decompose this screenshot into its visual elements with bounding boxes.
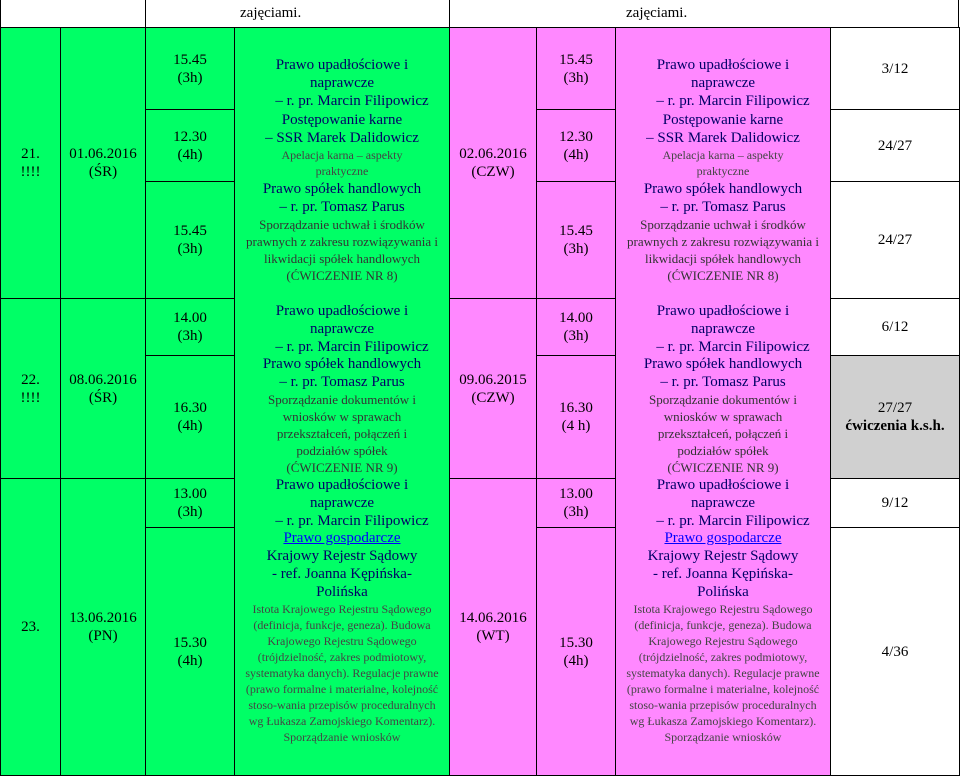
top-note-text: zajęciami. <box>240 5 302 21</box>
lesson-title: Prawo upadłościowe i naprawcze <box>275 477 409 511</box>
lesson-topic: Sporządzanie dokumentów i wniosków w sprawach przekształceń, połączeń i podziałów spółek <box>648 392 797 458</box>
count-cell <box>830 478 960 528</box>
count-cell <box>830 298 960 356</box>
count-value: 4/36 <box>881 643 909 660</box>
date-cell: 01.06.2016 (ŚR) <box>60 27 146 299</box>
count-value: 9/12 <box>881 495 909 511</box>
time-cell: 13.00 (3h) <box>145 478 235 528</box>
lesson-topic: Sporządzanie uchwał i środków prawnych z zakresu rozwiązywania i likwidacji spółek handlowych <box>626 217 820 266</box>
time-cell: 14.00 (3h) <box>145 298 235 356</box>
lesson-lecturer: - ref. Joanna Kępińska-Polińska <box>272 566 412 600</box>
lesson-lecturer: – r. pr. Tomasz Parus <box>279 374 405 390</box>
count-cell <box>830 181 960 299</box>
lesson-lecturer: – r. pr. Marcin Filipowicz <box>656 93 810 109</box>
time-cell: 16.30 (4h) <box>145 355 235 479</box>
count-value: 24/27 <box>877 137 913 154</box>
lecturer-name: r. pr. Marcin Filipowicz <box>286 93 429 109</box>
lecturer-name: r. pr. Tomasz Parus <box>290 374 405 390</box>
time-cell: 15.45 (3h) <box>536 27 616 110</box>
date-cell: 09.06.2015 (CZW) <box>449 298 537 479</box>
lesson-lecturer: – r. pr. Tomasz Parus <box>660 199 786 215</box>
top-note-left <box>145 0 450 28</box>
row-number: 23. <box>0 478 61 776</box>
lesson-lecturer: – r. pr. Marcin Filipowicz <box>275 93 429 109</box>
lesson-title: Prawo spółek handlowych <box>643 181 803 197</box>
time-cell: 15.45 (3h) <box>145 27 235 110</box>
lesson-lecturer: – r. pr. Marcin Filipowicz <box>275 513 429 529</box>
lesson-subtitle: Krajowy Rejestr Sądowy <box>647 548 799 564</box>
time-cell: 15.45 (3h) <box>145 181 235 299</box>
date-cell: 02.06.2016 (CZW) <box>449 27 537 299</box>
lesson-lecturer: – r. pr. Marcin Filipowicz <box>656 513 810 529</box>
count-cell <box>830 109 960 182</box>
exercise-number: (ĆWICZENIE NR 9) <box>286 460 398 475</box>
top-note-text: zajęciami. <box>626 5 688 21</box>
lecturer-name: SSR Marek Dalidowicz <box>657 130 800 146</box>
lesson-topic: Apelacja karna – aspekty praktyczne <box>281 148 403 178</box>
lecturer-name: r. pr. Marcin Filipowicz <box>667 513 810 529</box>
lesson-title: Prawo upadłościowe i naprawcze <box>275 57 409 91</box>
time-cell: 14.00 (3h) <box>536 298 616 356</box>
time-cell: 12.30 (4h) <box>536 109 616 182</box>
count-cell <box>830 527 960 776</box>
lesson-title: Prawo spółek handlowych <box>262 181 422 197</box>
lecturer-name: r. pr. Tomasz Parus <box>290 199 405 215</box>
lesson-topic: Apelacja karna – aspekty praktyczne <box>662 148 784 178</box>
exercise-number: (ĆWICZENIE NR 8) <box>667 268 779 283</box>
date-cell: 08.06.2016 (ŚR) <box>60 298 146 479</box>
lecturer-name: r. pr. Tomasz Parus <box>671 374 786 390</box>
time-cell: 12.30 (4h) <box>145 109 235 182</box>
lesson-lecturer: – r. pr. Marcin Filipowicz <box>656 339 810 355</box>
lecturer-name: SSR Marek Dalidowicz <box>276 130 419 146</box>
top-blank-left <box>0 0 146 28</box>
count-note: ćwiczenia k.s.h. <box>845 418 945 434</box>
time-cell: 15.30 (4h) <box>536 527 616 776</box>
lesson-title: Prawo upadłościowe i naprawcze <box>275 303 409 337</box>
time-cell: 15.45 (3h) <box>536 181 616 299</box>
lecturer-name: r. pr. Marcin Filipowicz <box>286 513 429 529</box>
count-value: 24/27 <box>877 232 913 248</box>
lesson-title: Postępowanie karne <box>281 112 403 128</box>
count-cell <box>830 27 960 110</box>
count-value: 27/27 <box>877 400 913 416</box>
lecturer-name: r. pr. Marcin Filipowicz <box>667 93 810 109</box>
time-cell: 16.30 (4 h) <box>536 355 616 479</box>
lesson-subtitle: Krajowy Rejestr Sądowy <box>266 548 418 564</box>
date-cell: 14.06.2016 (WT) <box>449 478 537 776</box>
lecturer-name: r. pr. Tomasz Parus <box>671 199 786 215</box>
lessons-column-right <box>615 27 831 776</box>
lesson-topic: Sporządzanie uchwał i środków prawnych z zakresu rozwiązywania i likwidacji spółek handlowych <box>245 217 439 266</box>
lesson-title: Prawo spółek handlowych <box>262 356 422 372</box>
lesson-lecturer: – r. pr. Tomasz Parus <box>279 199 405 215</box>
count-value: 3/12 <box>881 60 909 77</box>
lesson-title: Postępowanie karne <box>662 112 784 128</box>
lecturer-name: r. pr. Marcin Filipowicz <box>667 339 810 355</box>
lesson-topic: Istota Krajowego Rejestru Sądowego (definicja, funkcje, geneza). Budowa Krajowego Rejestru Sądowego (trójdzielność, zakres podmiotowy, systematyka danych). Regulacje prawne (prawo formalne i materialne, kolejność stoso-wania przepisów proceduralnych wg Łukasza Zamojskiego Komentarz). Sporządzanie wniosków <box>626 602 820 744</box>
row-number: 21. !!!! <box>0 27 61 299</box>
lesson-lecturer: - ref. Joanna Kępińska-Polińska <box>653 566 793 600</box>
date-cell: 13.06.2016 (PN) <box>60 478 146 776</box>
lesson-lecturer: – SSR Marek Dalidowicz <box>265 130 419 146</box>
exercise-number: (ĆWICZENIE NR 9) <box>667 460 779 475</box>
lesson-title: Prawo gospodarcze <box>664 530 782 546</box>
lesson-lecturer: – SSR Marek Dalidowicz <box>646 130 800 146</box>
lesson-topic: Sporządzanie dokumentów i wniosków w sprawach przekształceń, połączeń i podziałów spółek <box>267 392 416 458</box>
row-number: 22. !!!! <box>0 298 61 479</box>
count-cell <box>830 355 960 479</box>
count-value: 6/12 <box>881 319 909 335</box>
lesson-title: Prawo gospodarcze <box>283 530 401 546</box>
time-cell: 13.00 (3h) <box>536 478 616 528</box>
time-cell: 15.30 (4h) <box>145 527 235 776</box>
lesson-title: Prawo spółek handlowych <box>643 356 803 372</box>
lesson-lecturer: – r. pr. Marcin Filipowicz <box>275 339 429 355</box>
exercise-number: (ĆWICZENIE NR 8) <box>286 268 398 283</box>
lesson-title: Prawo upadłościowe i naprawcze <box>656 57 790 91</box>
lesson-topic: Istota Krajowego Rejestru Sądowego (definicja, funkcje, geneza). Budowa Krajowego Rejestru Sądowego (trójdzielność, zakres podmiotowy, systematyka danych). Regulacje prawne (prawo formalne i materialne, kolejność stoso-wania przepisów proceduralnych wg Łukasza Zamojskiego Komentarz). Sporządzanie wniosków <box>245 602 439 744</box>
lecturer-name: r. pr. Marcin Filipowicz <box>286 339 429 355</box>
top-note-right <box>449 0 959 28</box>
lesson-title: Prawo upadłościowe i naprawcze <box>656 303 790 337</box>
lesson-lecturer: – r. pr. Tomasz Parus <box>660 374 786 390</box>
lesson-title: Prawo upadłościowe i naprawcze <box>656 477 790 511</box>
lessons-column-left <box>234 27 450 776</box>
